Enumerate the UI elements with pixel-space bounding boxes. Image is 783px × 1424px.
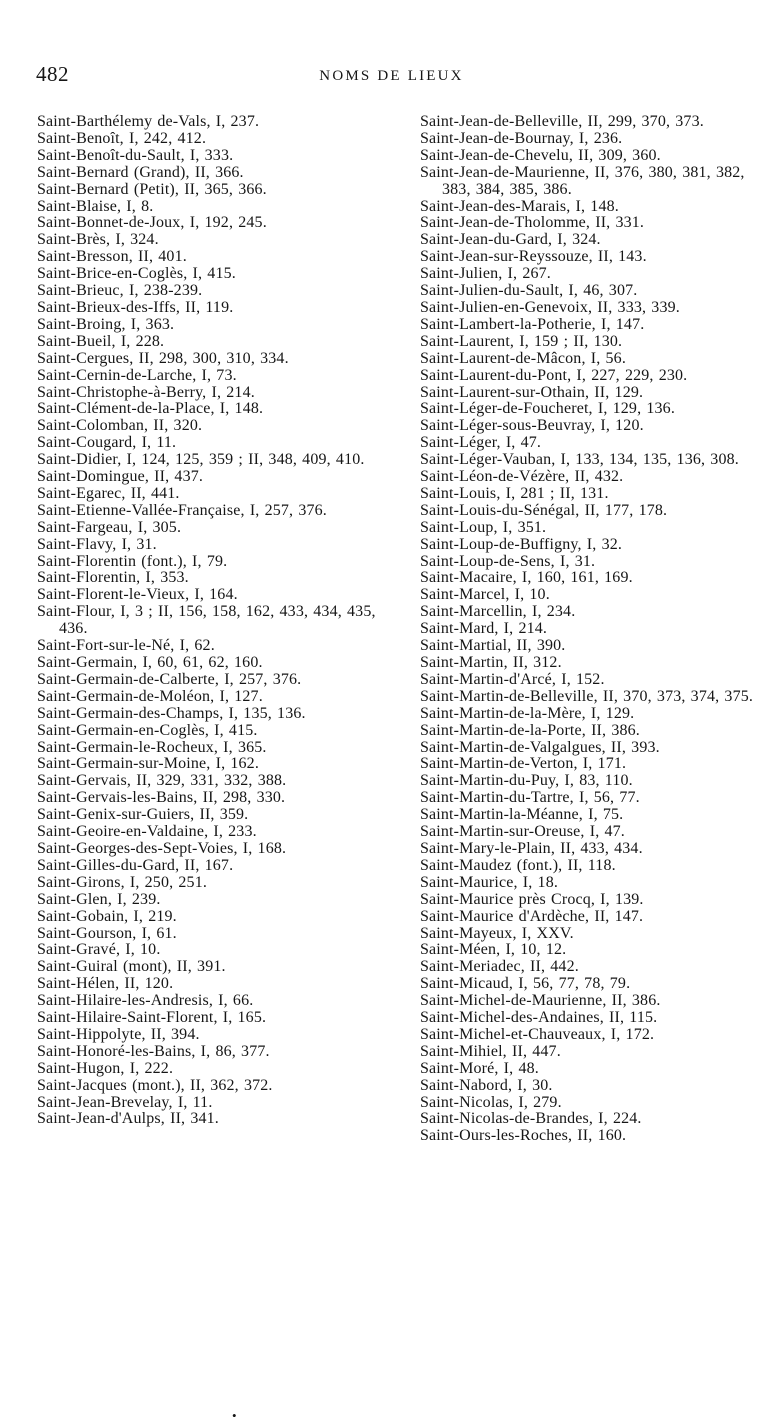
index-entry: Saint-Colomban, II, 320. xyxy=(37,417,203,435)
index-entry: Saint-Etienne-Vallée-Française, I, 257, 376. xyxy=(37,501,327,519)
index-entry: Saint-Hippolyte, II, 394. xyxy=(37,1025,200,1043)
index-entry: Saint-Blaise, I, 8. xyxy=(37,197,154,215)
index-entry: Saint-Mihiel, II, 447. xyxy=(420,1042,561,1060)
index-entry: Saint-Martin-du-Puy, I, 83, 110. xyxy=(420,772,633,790)
index-entry: Saint-Martin-de-Valgalgues, II, 393. xyxy=(420,738,660,756)
index-entry: Saint-Benoît, I, 242, 412. xyxy=(37,129,207,147)
index-entry: Saint-Léger, I, 47. xyxy=(420,434,542,452)
page-number: 482 xyxy=(36,62,69,86)
index-entry: Saint-Bernard (Grand), II, 366. xyxy=(37,163,244,181)
index-entry: Saint-Martin-d'Arcé, I, 152. xyxy=(420,670,605,688)
index-entry: Saint-Martin, II, 312. xyxy=(420,654,562,671)
index-entry: Saint-Germain-de-Calberte, I, 257, 376. xyxy=(37,670,302,688)
index-entry: Saint-Cernin-de-Larche, I, 73. xyxy=(37,366,237,384)
index-entry: Saint-Benoît-du-Sault, I, 333. xyxy=(37,146,234,164)
index-entry: Saint-Broing, I, 363. xyxy=(37,315,175,333)
index-entry: Saint-Martin-de-la-Mère, I, 129. xyxy=(420,704,635,722)
index-entry: Saint-Ours-les-Roches, II, 160. xyxy=(420,1127,627,1145)
index-entry: Saint-Martial, II, 390. xyxy=(420,637,566,655)
index-entry: Saint-Martin-de-Verton, I, 171. xyxy=(420,755,627,773)
index-entry: Saint-Laurent, I, 159 ; II, 130. xyxy=(420,332,623,350)
index-entry: Saint-Brieux-des-Iffs, II, 119. xyxy=(37,298,234,316)
index-entry: Saint-Jean-Brevelay, I, 11. xyxy=(37,1093,213,1111)
index-entry: Saint-Mayeux, I, XXV. xyxy=(420,924,574,942)
index-entry: Saint-Brès, I, 324. xyxy=(37,231,159,249)
index-entry: Saint-Girons, I, 250, 251. xyxy=(37,873,208,891)
index-entry: Saint-Christophe-à-Berry, I, 214. xyxy=(37,383,255,401)
index-entry: Saint-Mard, I, 214. xyxy=(420,620,548,638)
index-entry: Saint-Germain-de-Moléon, I, 127. xyxy=(37,687,263,705)
index-entry: Saint-Léon-de-Vézère, II, 432. xyxy=(420,468,624,486)
index-entry: Saint-Loup, I, 351. xyxy=(420,518,547,536)
index-entry: Saint-Lambert-la-Potherie, I, 147. xyxy=(420,315,645,333)
index-entry: Saint-Laurent-de-Mâcon, I, 56. xyxy=(420,349,626,367)
index-entry: Saint-Barthélemy de-Vals, I, 237. xyxy=(37,113,260,130)
index-entry: Saint-Germain-le-Rocheux, I, 365. xyxy=(37,738,267,756)
index-entry: Saint-Hugon, I, 222. xyxy=(37,1059,174,1077)
index-entry: Saint-Nabord, I, 30. xyxy=(420,1076,553,1094)
index-entry: Saint-Gobain, I, 219. xyxy=(37,907,177,925)
index-entry: Saint-Laurent-du-Pont, I, 227, 229, 230. xyxy=(420,366,688,384)
index-entry: Saint-Domingue, II, 437. xyxy=(37,468,204,486)
index-entry: Saint-Marcel, I, 10. xyxy=(420,586,550,604)
printer-speck: • xyxy=(232,1408,237,1423)
index-entry: Saint-Martin-du-Tartre, I, 56, 77. xyxy=(420,789,640,807)
index-entry: Saint-Jean-du-Gard, I, 324. xyxy=(420,231,601,249)
index-entry: Saint-Michel-et-Chauveaux, I, 172. xyxy=(420,1025,655,1043)
index-entry: Saint-Honoré-les-Bains, I, 86, 377. xyxy=(37,1042,270,1060)
index-entry: Saint-Fort-sur-le-Né, I, 62. xyxy=(37,637,215,655)
index-entry: Saint-Hélen, II, 120. xyxy=(37,975,174,993)
index-entry: Saint-Julien, I, 267. xyxy=(420,265,551,283)
index-entry: Saint-Jean-de-Bournay, I, 236. xyxy=(420,129,623,147)
index-entry: Saint-Maudez (font.), II, 118. xyxy=(420,856,616,874)
index-entry: Saint-Julien-du-Sault, I, 46, 307. xyxy=(420,282,638,300)
index-entry: Saint-Macaire, I, 160, 161, 169. xyxy=(420,569,633,587)
index-entry: Saint-Fargeau, I, 305. xyxy=(37,518,182,536)
index-entry: Saint-Egarec, II, 441. xyxy=(37,484,180,502)
index-entry: Saint-Guiral (mont), II, 391. xyxy=(37,958,226,976)
index-entry: Saint-Jacques (mont.), II, 362, 372. xyxy=(37,1076,273,1094)
index-entry: Saint-Loup-de-Sens, I, 31. xyxy=(420,552,596,570)
index-entry: Saint-Hilaire-Saint-Florent, I, 165. xyxy=(37,1009,267,1027)
index-entry: Saint-Louis, I, 281 ; II, 131. xyxy=(420,484,609,502)
index-entry: Saint-Bernard (Petit), II, 365, 366. xyxy=(37,180,267,198)
index-entry: Saint-Marcellin, I, 234. xyxy=(420,603,576,621)
index-entry: Saint-Cergues, II, 298, 300, 310, 334. xyxy=(37,349,289,367)
index-entry: Saint-Florentin (font.), I, 79. xyxy=(37,552,228,570)
index-entry: Saint-Gilles-du-Gard, II, 167. xyxy=(37,856,234,874)
index-entry: Saint-Nicolas-de-Brandes, I, 224. xyxy=(420,1110,642,1128)
index-entry: Saint-Germain-en-Coglès, I, 415. xyxy=(37,721,258,739)
index-column-right xyxy=(420,114,778,1145)
index-entry: Saint-Geoire-en-Valdaine, I, 233. xyxy=(37,823,257,841)
index-column-left xyxy=(37,114,399,1128)
index-entry: Saint-Genix-sur-Guiers, II, 359. xyxy=(37,806,249,824)
index-entry: Saint-Glen, I, 239. xyxy=(37,890,161,908)
index-entry: Saint-Brice-en-Coglès, I, 415. xyxy=(37,265,236,283)
index-entry: Saint-Brieuc, I, 238-239. xyxy=(37,282,203,300)
index-entry: Saint-Cougard, I, 11. xyxy=(37,434,177,452)
index-entry: Saint-Germain-des-Champs, I, 135, 136. xyxy=(37,704,306,722)
index-entry: Saint-Julien-en-Genevoix, II, 333, 339. xyxy=(420,298,680,316)
index-entry: Saint-Méen, I, 10, 12. xyxy=(420,941,567,959)
index-entry: Saint-Gourson, I, 61. xyxy=(37,924,177,942)
index-entry: Saint-Jean-sur-Reyssouze, II, 143. xyxy=(420,248,647,266)
index-entry: Saint-Bresson, II, 401. xyxy=(37,248,187,266)
index-entry: Saint-Gervais-les-Bains, II, 298, 330. xyxy=(37,789,286,807)
index-entry: Saint-Moré, I, 48. xyxy=(420,1059,539,1077)
index-entry: Saint-Jean-des-Marais, I, 148. xyxy=(420,197,619,215)
index-entry: Saint-Didier, I, 124, 125, 359 ; II, 348, 409, 410. xyxy=(37,451,365,469)
index-entry: Saint-Loup-de-Buffigny, I, 32. xyxy=(420,535,623,553)
index-entry: Saint-Martin-de-la-Porte, II, 386. xyxy=(420,721,640,739)
index-entry: Saint-Florentin, I, 353. xyxy=(37,569,189,587)
index-entry: Saint-Léger-Vauban, I, 133, 134, 135, 136, 308. xyxy=(420,451,739,469)
running-title: NOMS DE LIEUX xyxy=(319,68,464,84)
index-entry: Saint-Clément-de-la-Place, I, 148. xyxy=(37,400,264,418)
index-entry: Saint-Micaud, I, 56, 77, 78, 79. xyxy=(420,975,631,993)
index-entry: Saint-Gravé, I, 10. xyxy=(37,941,161,959)
index-entry: Saint-Germain-sur-Moine, I, 162. xyxy=(37,755,259,773)
index-entry: Saint-Maurice près Crocq, I, 139. xyxy=(420,890,644,908)
index-entry: Saint-Gervais, II, 329, 331, 332, 388. xyxy=(37,772,287,790)
index-entry: Saint-Jean-de-Tholomme, II, 331. xyxy=(420,214,645,232)
index-entry: Saint-Hilaire-les-Andresis, I, 66. xyxy=(37,992,254,1010)
index-entry: Saint-Bonnet-de-Joux, I, 192, 245. xyxy=(37,214,267,232)
index-entry: Saint-Louis-du-Sénégal, II, 177, 178. xyxy=(420,501,668,519)
index-entry: Saint-Georges-des-Sept-Voies, I, 168. xyxy=(37,839,287,857)
index-entry: Saint-Martin-la-Méanne, I, 75. xyxy=(420,806,624,824)
index-entry: Saint-Martin-sur-Oreuse, I, 47. xyxy=(420,823,625,841)
index-entry: Saint-Maurice d'Ardèche, II, 147. xyxy=(420,907,644,925)
index-entry: Saint-Jean-d'Aulps, II, 341. xyxy=(37,1110,219,1128)
index-entry: Saint-Florent-le-Vieux, I, 164. xyxy=(37,586,238,604)
index-entry: Saint-Nicolas, I, 279. xyxy=(420,1093,562,1111)
index-entry: Saint-Michel-de-Maurienne, II, 386. xyxy=(420,992,661,1010)
index-entry: Saint-Flavy, I, 31. xyxy=(37,535,157,553)
index-entry: Saint-Michel-des-Andaines, II, 115. xyxy=(420,1009,658,1027)
index-entry: Saint-Mary-le-Plain, II, 433, 434. xyxy=(420,839,643,857)
index-entry: Saint-Jean-de-Belleville, II, 299, 370, 373. xyxy=(420,113,704,130)
index-entry: Saint-Maurice, I, 18. xyxy=(420,873,559,891)
index-entry: Saint-Bueil, I, 228. xyxy=(37,332,165,350)
index-entry: Saint-Jean-de-Maurienne, II, 376, 380, 381, 382, 383, 384, 385, 386. xyxy=(420,163,745,198)
index-entry: Saint-Jean-de-Chevelu, II, 309, 360. xyxy=(420,146,661,164)
index-entry: Saint-Meriadec, II, 442. xyxy=(420,958,579,976)
index-entry: Saint-Germain, I, 60, 61, 62, 160. xyxy=(37,654,263,671)
index-entry: Saint-Léger-sous-Beuvray, I, 120. xyxy=(420,417,644,435)
index-entry: Saint-Léger-de-Foucheret, I, 129, 136. xyxy=(420,400,675,418)
index-entry: Saint-Laurent-sur-Othain, II, 129. xyxy=(420,383,644,401)
index-entry: Saint-Martin-de-Belleville, II, 370, 373, 374, 375. xyxy=(420,687,754,705)
index-entry: Saint-Flour, I, 3 ; II, 156, 158, 162, 433, 434, 435, 436. xyxy=(37,603,376,638)
